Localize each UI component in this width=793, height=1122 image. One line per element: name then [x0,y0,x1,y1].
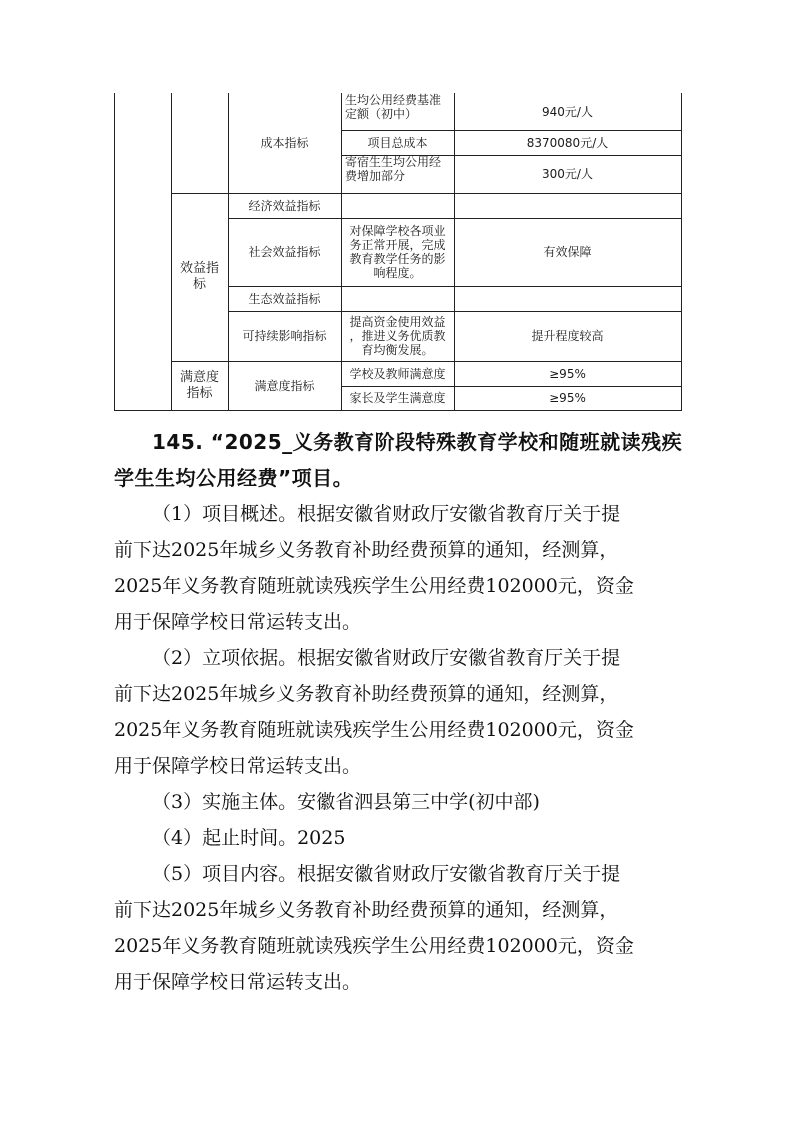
indicator-category-cell: 生态效益指标 [248,291,321,306]
indicator-cell: 家长及学生满意度 [349,391,446,405]
indicator-category-cell: 满意度指标 [254,378,315,393]
indicator-cell [341,155,454,193]
paragraph-line: （2）立项依据。根据安徽省财政厅安徽省教育厅关于提 [152,647,621,669]
indicator-text-line: 定额（初中） [345,107,418,121]
paragraph-line: 前下达2025年城乡义务教育补助经费预算的通知，经测算， [114,899,619,921]
indicator-category-cell: 可持续影响指标 [242,329,327,343]
group-label-line: 满意度 [179,369,219,385]
group-label-line: 指标 [186,385,213,401]
indicator-text-line: 响程度。 [373,266,422,280]
indicator-category-cell: 经济效益指标 [248,198,321,213]
paragraph-line: （4）起止时间。2025 [152,827,346,849]
paragraph-line: 用于保障学校日常运转支出。 [114,755,362,777]
paragraph-line: 前下达2025年城乡义务教育补助经费预算的通知，经测算， [114,683,619,705]
indicator-cell [341,311,454,361]
heading-line: 学生生均公用经费”项目。 [114,466,354,490]
paragraph-line: 前下达2025年城乡义务教育补助经费预算的通知，经测算， [114,539,619,561]
indicator-text-line: ，推进义务优质教 [349,329,446,343]
satisfaction-indicator-group [171,361,228,410]
paragraph-line: （5）项目内容。根据安徽省财政厅安徽省教育厅关于提 [152,863,621,885]
paragraph-line: 2025年义务教育随班就读残疾学生公用经费102000元，资金 [114,719,634,741]
paragraph-project-content [114,856,684,1000]
heading-line: 145. “2025_义务教育阶段特殊教育学校和随班就读残疾 [152,430,683,454]
performance-indicator-table [114,93,682,411]
indicator-cell: 项目总成本 [367,135,428,150]
indicator-value-cell: 提升程度较高 [531,329,604,343]
indicator-value-cell: 8370080元/人 [526,135,609,150]
indicator-value-cell: 940元/人 [542,104,593,119]
paragraph-project-basis [114,640,684,784]
indicator-category-cell: 社会效益指标 [248,245,321,259]
indicator-value-cell: 300元/人 [542,167,593,181]
indicator-value-cell: ≥95% [549,366,586,381]
indicator-text-line: 教育教学任务的影 [349,252,446,266]
indicator-text-line: 育均衡发展。 [361,343,434,357]
benefit-indicator-group [171,193,228,361]
indicator-text-line: 务正常开展，完成 [349,238,446,252]
indicator-cell [341,218,454,286]
paragraph-line: （3）实施主体。安徽省泗县第三中学(初中部) [152,791,540,813]
project-heading [114,424,684,496]
indicator-text-line: 寄宿生生均公用经 [345,155,442,169]
indicator-text-line: 生均公用经费基准 [345,93,442,107]
cost-indicator-category: 成本指标 [260,136,309,150]
indicator-text-line: 提高资金使用效益 [349,315,446,329]
indicator-value-cell: 有效保障 [543,245,592,259]
paragraph-line: （1）项目概述。根据安徽省财政厅安徽省教育厅关于提 [152,503,621,525]
indicator-text-line: 对保障学校各项业 [349,224,446,238]
paragraph-line: 用于保障学校日常运转支出。 [114,611,362,633]
paragraph-project-overview [114,496,684,640]
paragraph-duration [114,820,684,856]
indicator-cell [341,93,454,130]
group-label-line: 效益指 [179,261,219,276]
paragraph-line: 2025年义务教育随班就读残疾学生公用经费102000元，资金 [114,575,634,597]
paragraph-line: 用于保障学校日常运转支出。 [114,971,362,993]
group-label-line: 标 [192,277,206,292]
indicator-cell: 学校及教师满意度 [349,366,446,381]
paragraph-line: 2025年义务教育随班就读残疾学生公用经费102000元，资金 [114,935,634,957]
indicator-value-cell: ≥95% [549,391,586,405]
indicator-text-line: 费增加部分 [345,169,406,183]
paragraph-implementing-body [114,784,684,820]
